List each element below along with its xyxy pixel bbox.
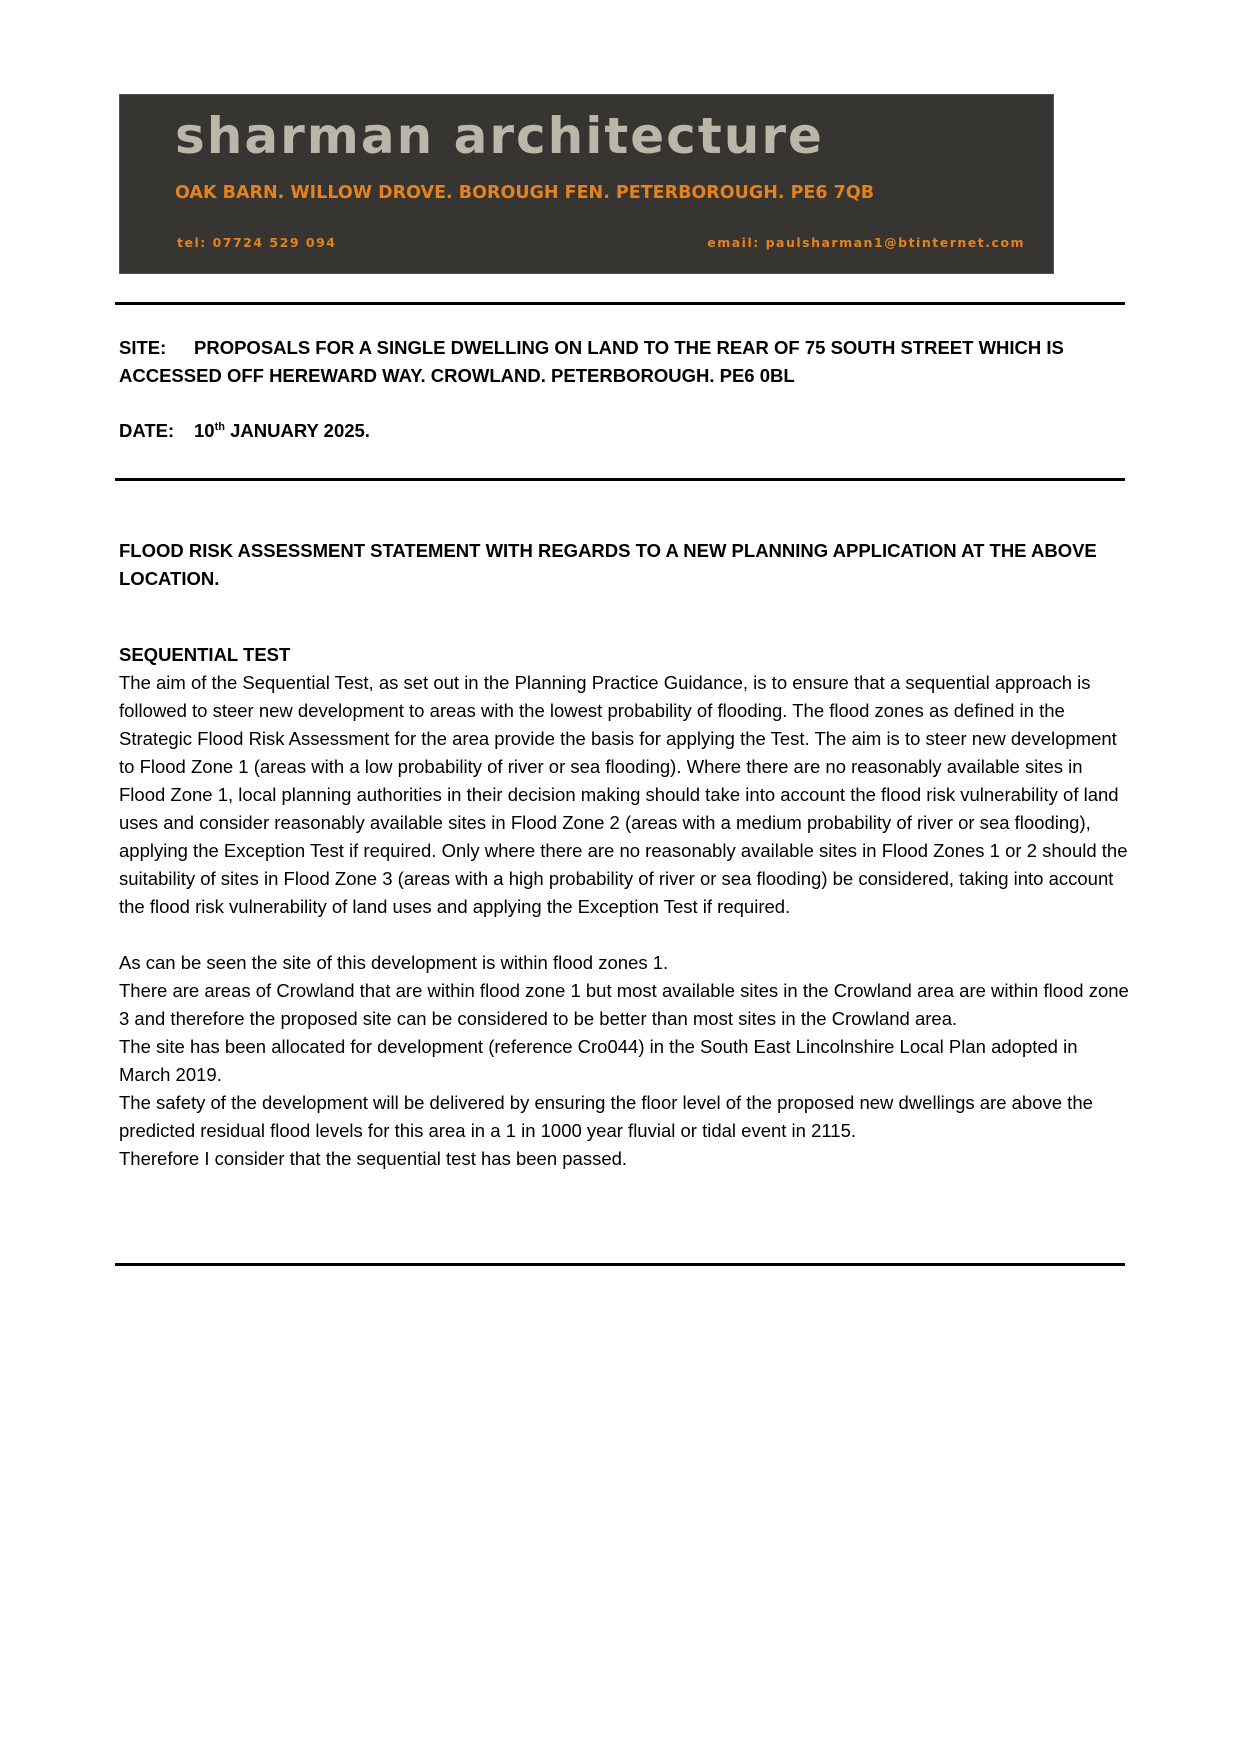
paragraph-conclusion: Therefore I consider that the sequential test has been passed. xyxy=(119,1148,628,1169)
date-label: DATE: xyxy=(119,420,175,441)
company-telephone: tel: 07724 529 094 xyxy=(177,235,337,250)
sequential-test-section xyxy=(119,641,1129,1173)
paragraph-spacer xyxy=(119,921,1129,949)
company-logo-text: sharman architecture xyxy=(175,107,824,165)
letterhead-banner xyxy=(119,94,1054,274)
divider-top xyxy=(115,302,1125,305)
paragraph-sequential-aim: The aim of the Sequential Test, as set out in the Planning Practice Guidance, is to ensure that a sequential approach is followed to steer new development to areas with the lowest probability of flooding. The flood zones as defined in the Strategic Flood Risk Assessment for the area provide the basis for applying the Test. The aim is to steer new development to Flood Zone 1 (areas with a low probability of river or sea flooding). Where there are no reasonably available sites in Flood Zone 1, local planning authorities in their decision making should take into account the flood risk vulnerability of land uses and consider reasonably available sites in Flood Zone 2 (areas with a medium probability of river or sea flooding), applying the Exception Test if required. Only where there are no reasonably available sites in Flood Zones 1 or 2 should the suitability of sites in Flood Zone 3 (areas with a high probability of river or sea flooding) be considered, taking into account the flood risk vulnerability of land uses and applying the Exception Test if required. xyxy=(119,672,1128,917)
paragraph-crowland-areas: There are areas of Crowland that are within flood zone 1 but most available sites in the Crowland area are within flood zone 3 and therefore the proposed site can be considered to be better than most sites in the Crowland area. xyxy=(119,980,1129,1029)
document-heading: FLOOD RISK ASSESSMENT STATEMENT WITH REGARDS TO A NEW PLANNING APPLICATION AT THE ABOVE LOCATION. xyxy=(119,540,1097,589)
section-title: SEQUENTIAL TEST xyxy=(119,644,291,665)
paragraph-allocation: The site has been allocated for development (reference Cro044) in the South East Lincolnshire Local Plan adopted in March 2019. xyxy=(119,1036,1078,1085)
date-suffix: th xyxy=(214,420,225,433)
paragraph-safety: The safety of the development will be delivered by ensuring the floor level of the proposed new dwellings are above the predicted residual flood levels for this area in a 1 in 1000 year fluvial or tidal event in 2115. xyxy=(119,1092,1093,1141)
company-address: OAK BARN. WILLOW DROVE. BOROUGH FEN. PETERBOROUGH. PE6 7QB xyxy=(175,183,875,203)
date-block xyxy=(119,417,1129,445)
site-description: PROPOSALS FOR A SINGLE DWELLING ON LAND TO THE REAR OF 75 SOUTH STREET WHICH IS ACCESSED OFF HEREWARD WAY. CROWLAND. PETERBOROUGH. PE6 0BL xyxy=(119,337,1064,386)
site-label: SITE: xyxy=(119,337,167,358)
divider-bottom xyxy=(115,1263,1125,1266)
company-email: email: paulsharman1@btinternet.com xyxy=(707,235,1025,250)
divider-middle xyxy=(115,478,1125,481)
site-block xyxy=(119,334,1129,390)
paragraph-flood-zone: As can be seen the site of this development is within flood zones 1. xyxy=(119,952,669,973)
date-rest: JANUARY 2025. xyxy=(224,420,370,441)
date-day: 10 xyxy=(194,420,215,441)
